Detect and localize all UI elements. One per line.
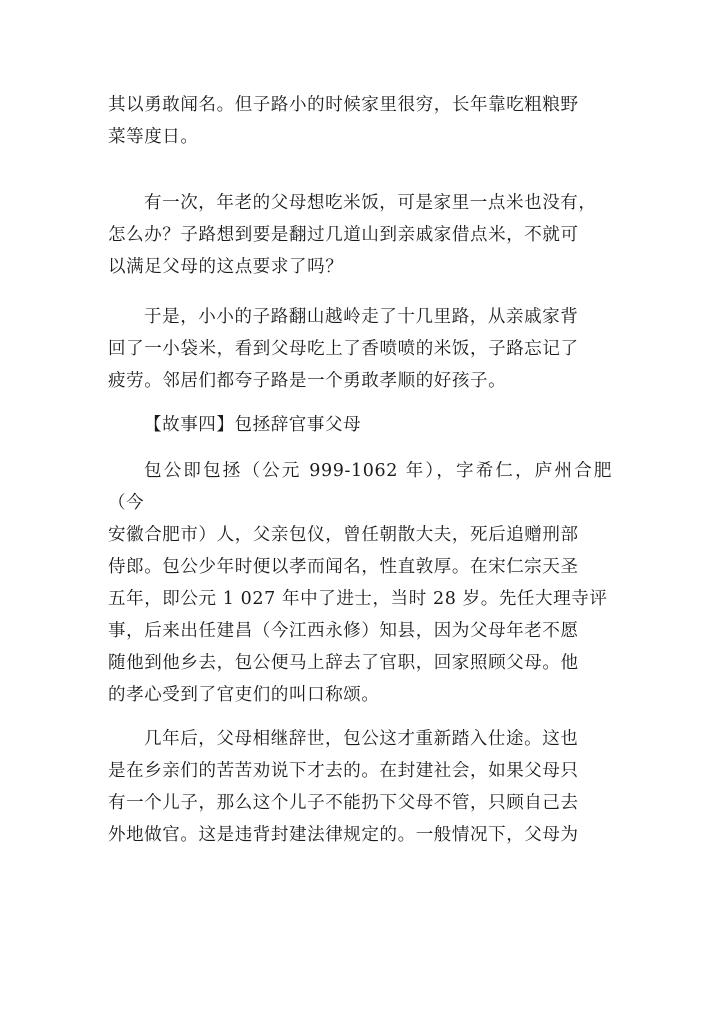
paragraph-continued-zilu: 其以勇敢闻名。但子路小的时候家里很穷，长年靠吃粗粮野 菜等度日。 (108, 95, 579, 147)
paragraph-bao-zheng: 包公即包拯（公元 999-1062 年），字希仁，庐州合肥（今 安徽合肥市）人，父亲包仪，曾任朝散大夫，死后追赠刑部 侍郎。包公少年时便以孝而闻名，性直敦厚。在宋仁宗天圣 五年，即公元 1 027 年中了进士，当时 28 岁。先任大理寺评 事，后来出任建昌（今江西永修）知县，因为父母年老不愿 随他到他乡去，包公便马上辞去了官职，回家照顾父母。他 的孝心受到了官吏们的叫口称颂。 (108, 461, 612, 705)
paragraph-return-to-office: 几年后，父母相继辞世，包公这才重新踏入仕途。这也 是在乡亲们的苦苦劝说下才去的。在封建社会，如果父母只 有一个儿子，那么这个儿子不能扔下父母不管，只顾自己去 外地做官。这是违背封建法律规定的。一般情况下，父母为 (108, 729, 579, 845)
paragraph-rice-wish: 有一次，年老的父母想吃米饭，可是家里一点米也没有， 怎么办？子路想到要是翻过几道山到亲戚家借点米，不就可 以满足父母的这点要求了吗？ (108, 193, 597, 277)
story-heading: 【故事四】包拯辞官事父母 (144, 415, 362, 435)
paragraph-zilu-journey: 于是，小小的子路翻山越岭走了十几里路，从亲戚家背 回了一小袋米，看到父母吃上了香喷喷的米饭，子路忘记了 疲劳。邻居们都夸子路是一个勇敢孝顺的好孩子。 (108, 307, 579, 391)
